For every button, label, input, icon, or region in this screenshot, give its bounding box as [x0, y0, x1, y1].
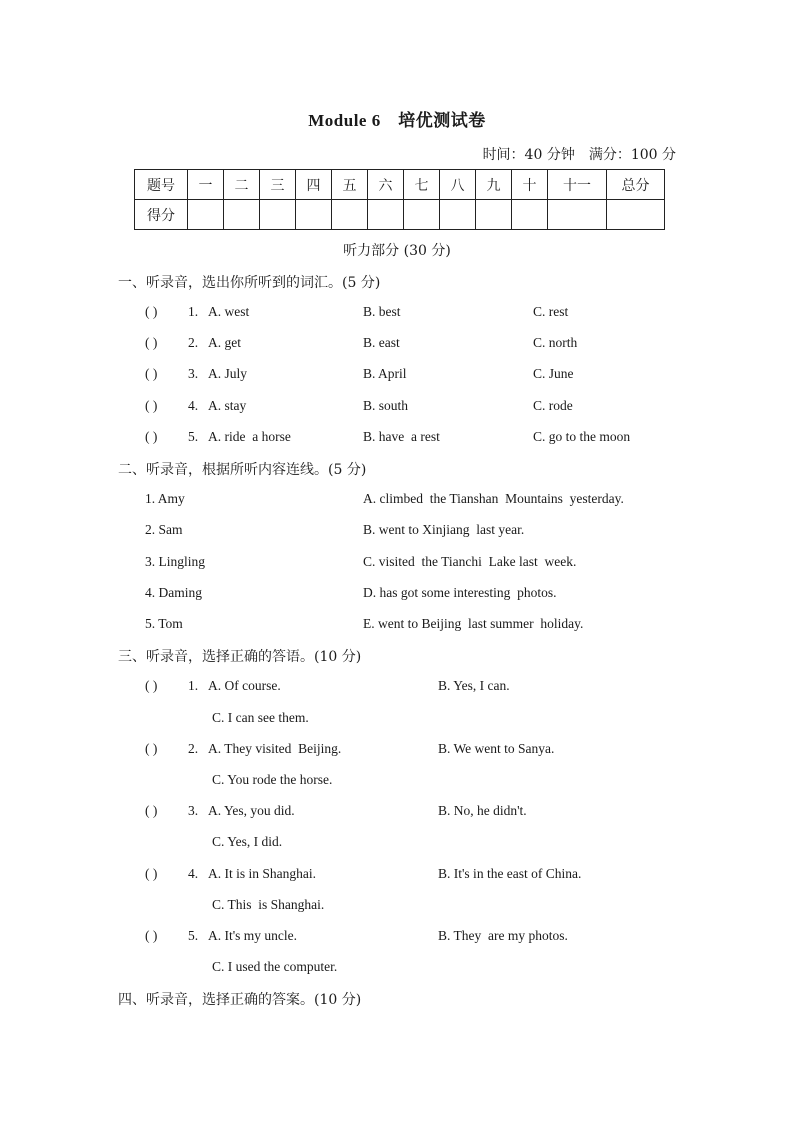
score-input-cell[interactable] [260, 200, 296, 230]
score-input-cell[interactable] [512, 200, 548, 230]
score-input-cell[interactable] [296, 200, 332, 230]
answer-blank[interactable]: ( ) [145, 429, 158, 444]
listening-heading: 听力部分 (30 分) [343, 243, 451, 259]
answer-blank[interactable]: ( ) [145, 366, 158, 381]
option-a: A. stay [208, 398, 247, 413]
answer-blank[interactable]: ( ) [145, 741, 158, 756]
option-c: C. I can see them. [212, 710, 309, 725]
option-b: B. Yes, I can. [438, 678, 510, 693]
score-cell: 八 [440, 170, 476, 200]
option-b: B. No, he didn't. [438, 803, 527, 818]
option-b: B. It's in the east of China. [438, 866, 582, 881]
option-a: A. It's my uncle. [208, 928, 298, 943]
question-number: 4. [188, 866, 199, 881]
option-a: A. ride a horse [208, 429, 291, 444]
score-input-cell[interactable] [440, 200, 476, 230]
score-cell: 一 [188, 170, 224, 200]
match-name[interactable]: 2. Sam [145, 522, 183, 537]
match-phrase[interactable]: D. has got some interesting photos. [363, 585, 557, 600]
question-number: 2. [188, 335, 199, 350]
score-cell: 五 [332, 170, 368, 200]
answer-blank[interactable]: ( ) [145, 398, 158, 413]
answer-blank[interactable]: ( ) [145, 803, 158, 818]
option-c: C. rode [533, 398, 573, 413]
score-cell: 得分 [135, 200, 188, 230]
score-input-cell[interactable] [476, 200, 512, 230]
score-table-score-row [135, 200, 665, 230]
score-input-cell[interactable] [548, 200, 607, 230]
question-number: 3. [188, 366, 199, 381]
option-b: B. April [363, 366, 407, 381]
option-c: C. go to the moon [533, 429, 631, 444]
score-cell: 四 [296, 170, 332, 200]
option-a: A. It is in Shanghai. [208, 866, 316, 881]
exam-meta: 时间：40 分钟 满分：100 分 [482, 147, 676, 163]
option-b: B. east [363, 335, 400, 350]
match-name[interactable]: 4. Daming [145, 585, 202, 600]
page-title: Module 6 培优测试卷 [308, 111, 486, 130]
score-cell: 总分 [607, 170, 665, 200]
option-a: A. west [208, 304, 250, 319]
score-input-cell[interactable] [607, 200, 665, 230]
score-cell: 十 [512, 170, 548, 200]
option-b: B. We went to Sanya. [438, 741, 555, 756]
score-cell: 二 [224, 170, 260, 200]
score-input-cell[interactable] [224, 200, 260, 230]
answer-blank[interactable]: ( ) [145, 304, 158, 319]
answer-blank[interactable]: ( ) [145, 335, 158, 350]
question-number: 4. [188, 398, 199, 413]
option-b: B. best [363, 304, 401, 319]
answer-blank[interactable]: ( ) [145, 928, 158, 943]
section4-heading: 四、听录音，选择正确的答案。(10 分) [118, 992, 362, 1008]
question-number: 2. [188, 741, 199, 756]
option-a: A. July [208, 366, 248, 381]
option-c: C. north [533, 335, 578, 350]
match-phrase[interactable]: B. went to Xinjiang last year. [363, 522, 525, 537]
section2-heading: 二、听录音，根据所听内容连线。(5 分) [118, 462, 367, 478]
score-input-cell[interactable] [188, 200, 224, 230]
option-a: A. They visited Beijing. [208, 741, 342, 756]
score-input-cell[interactable] [368, 200, 404, 230]
option-c: C. I used the computer. [212, 959, 338, 974]
option-c: C. June [533, 366, 574, 381]
option-b: B. They are my photos. [438, 928, 568, 943]
option-c: C. You rode the horse. [212, 772, 333, 787]
score-cell: 七 [404, 170, 440, 200]
match-name[interactable]: 5. Tom [145, 616, 183, 631]
answer-blank[interactable]: ( ) [145, 866, 158, 881]
question-number: 5. [188, 429, 199, 444]
score-table [134, 169, 665, 230]
match-phrase[interactable]: C. visited the Tianchi Lake last week. [363, 554, 577, 569]
score-cell: 三 [260, 170, 296, 200]
option-b: B. have a rest [363, 429, 440, 444]
score-input-cell[interactable] [404, 200, 440, 230]
match-name[interactable]: 1. Amy [145, 491, 185, 506]
score-table-header-row [135, 170, 665, 200]
score-cell: 六 [368, 170, 404, 200]
section3-heading: 三、听录音，选择正确的答语。(10 分) [118, 649, 362, 665]
option-c: C. This is Shanghai. [212, 897, 325, 912]
question-number: 3. [188, 803, 199, 818]
option-a: A. get [208, 335, 241, 350]
section1-heading: 一、听录音，选出你所听到的词汇。(5 分) [118, 275, 381, 291]
question-number: 5. [188, 928, 199, 943]
option-c: C. Yes, I did. [212, 834, 283, 849]
score-input-cell[interactable] [332, 200, 368, 230]
option-a: A. Yes, you did. [208, 803, 295, 818]
option-c: C. rest [533, 304, 569, 319]
score-cell: 九 [476, 170, 512, 200]
question-number: 1. [188, 304, 199, 319]
match-phrase[interactable]: E. went to Beijing last summer holiday. [363, 616, 584, 631]
option-a: A. Of course. [208, 678, 281, 693]
answer-blank[interactable]: ( ) [145, 678, 158, 693]
match-name[interactable]: 3. Lingling [145, 554, 205, 569]
question-number: 1. [188, 678, 199, 693]
score-cell: 十一 [548, 170, 607, 200]
score-cell: 题号 [135, 170, 188, 200]
option-b: B. south [363, 398, 409, 413]
match-phrase[interactable]: A. climbed the Tianshan Mountains yesterday. [363, 491, 624, 506]
